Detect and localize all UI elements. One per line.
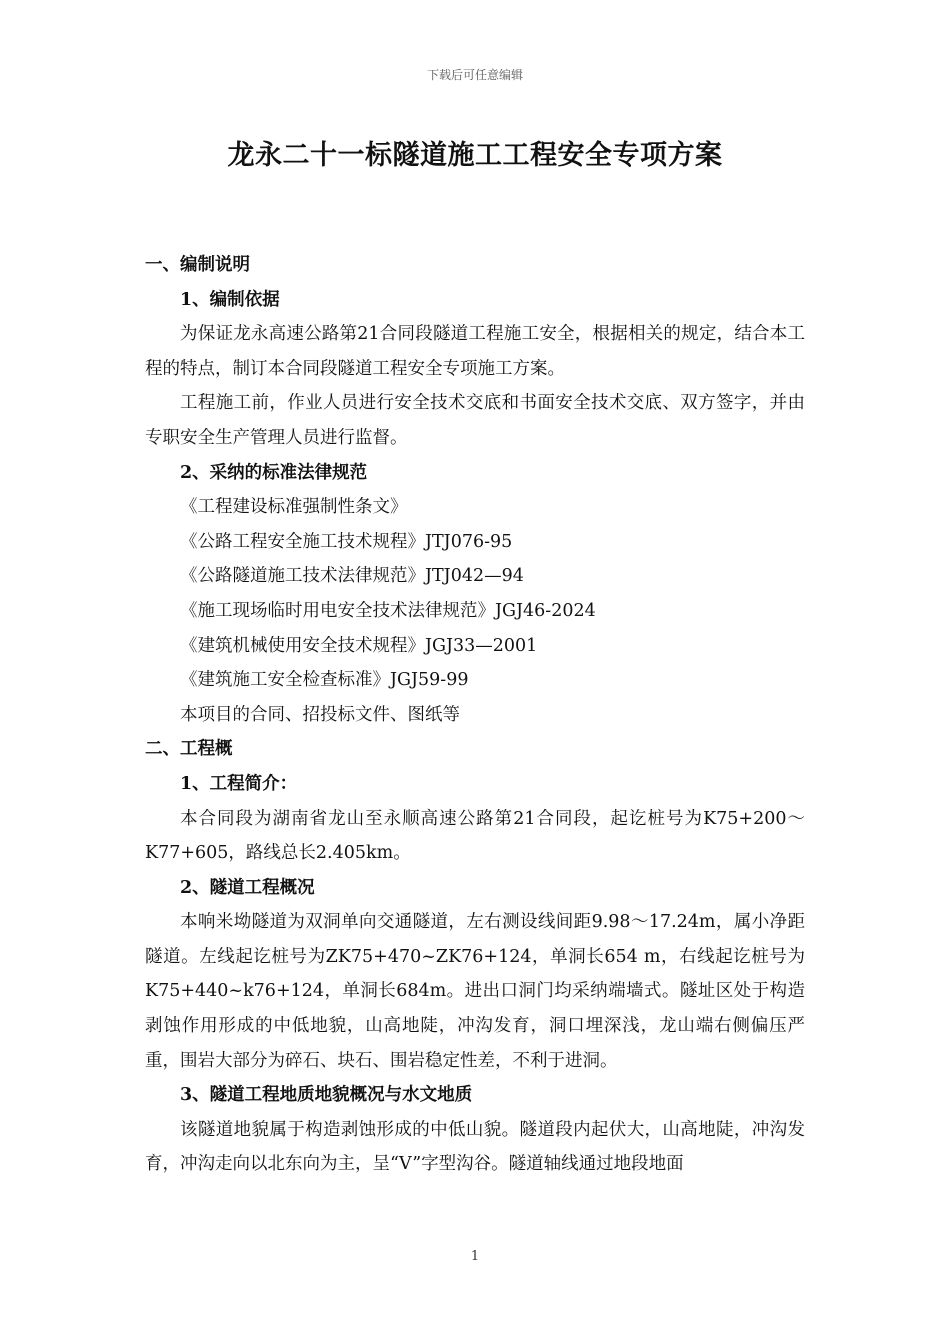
subsection-heading-1-1: 1、编制依据 [180,289,280,310]
paragraph: 工程施工前，作业人员进行安全技术交底和书面安全技术交底、双方签字，并由专职安全生产管理人员进行监督。 [145,393,805,448]
subsection-heading-2-3: 3、隧道工程地质地貌概况与水文地质 [180,1085,473,1106]
document-body [145,248,805,1182]
page-number: 1 [470,1249,480,1264]
reference-item: 《建筑施工安全检查标准》JGJ59-99 [180,670,469,691]
paragraph: 本合同段为湖南省龙山至永顺高速公路第21合同段，起讫桩号为K75+200～K77+605，路线总长2.405km。 [145,808,805,864]
document-title: 龙永二十一标隧道施工工程安全专项方案 [227,140,723,171]
reference-item: 《施工现场临时用电安全技术法律规范》JGJ46-2024 [180,600,596,621]
section-heading-1: 一、编制说明 [145,255,250,275]
reference-item: 本项目的合同、招投标文件、图纸等 [180,704,460,725]
reference-item: 《公路工程安全施工技术规程》JTJ076-95 [180,531,513,552]
reference-item: 《公路隧道施工技术法律规范》JTJ042—94 [180,566,524,587]
section-heading-2: 二、工程概 [145,739,233,760]
subsection-heading-2-2: 2、隧道工程概况 [180,877,315,898]
paragraph: 该隧道地貌属于构造剥蚀形成的中低山貌。隧道段内起伏大，山高地陡，冲沟发育，冲沟走向以北东向为主，呈“V”字型沟谷。隧道轴线通过地段地面 [145,1119,805,1175]
page-header-note: 下载后可任意编辑 [426,68,523,82]
reference-item: 《工程建设标准强制性条文》 [180,497,408,518]
paragraph: 本响米坳隧道为双洞单向交通隧道，左右测设线间距9.98～17.24m，属小净距隧道。左线起讫桩号为ZK75+470~ZK76+124，单洞长654 m，右线起讫桩号为K75+440~k76+124，单洞长684m。进出口洞门均采纳端墙式。隧址区处于构造剥蚀作用形成的中低地貌，山高地陡，冲沟发育，洞口埋深浅，龙山端右侧偏压严重，围岩大部分为碎石、块石、围岩稳定性差，不利于进洞。 [145,912,805,1071]
subsection-heading-1-2: 2、采纳的标准法律规范 [180,462,368,483]
subsection-heading-2-1: 1、工程简介： [180,773,298,794]
paragraph: 为保证龙永高速公路第21合同段隧道工程施工安全，根据相关的规定，结合本工程的特点，制订本合同段隧道工程安全专项施工方案。 [145,324,805,379]
reference-item: 《建筑机械使用安全技术规程》JGJ33—2001 [180,635,538,656]
